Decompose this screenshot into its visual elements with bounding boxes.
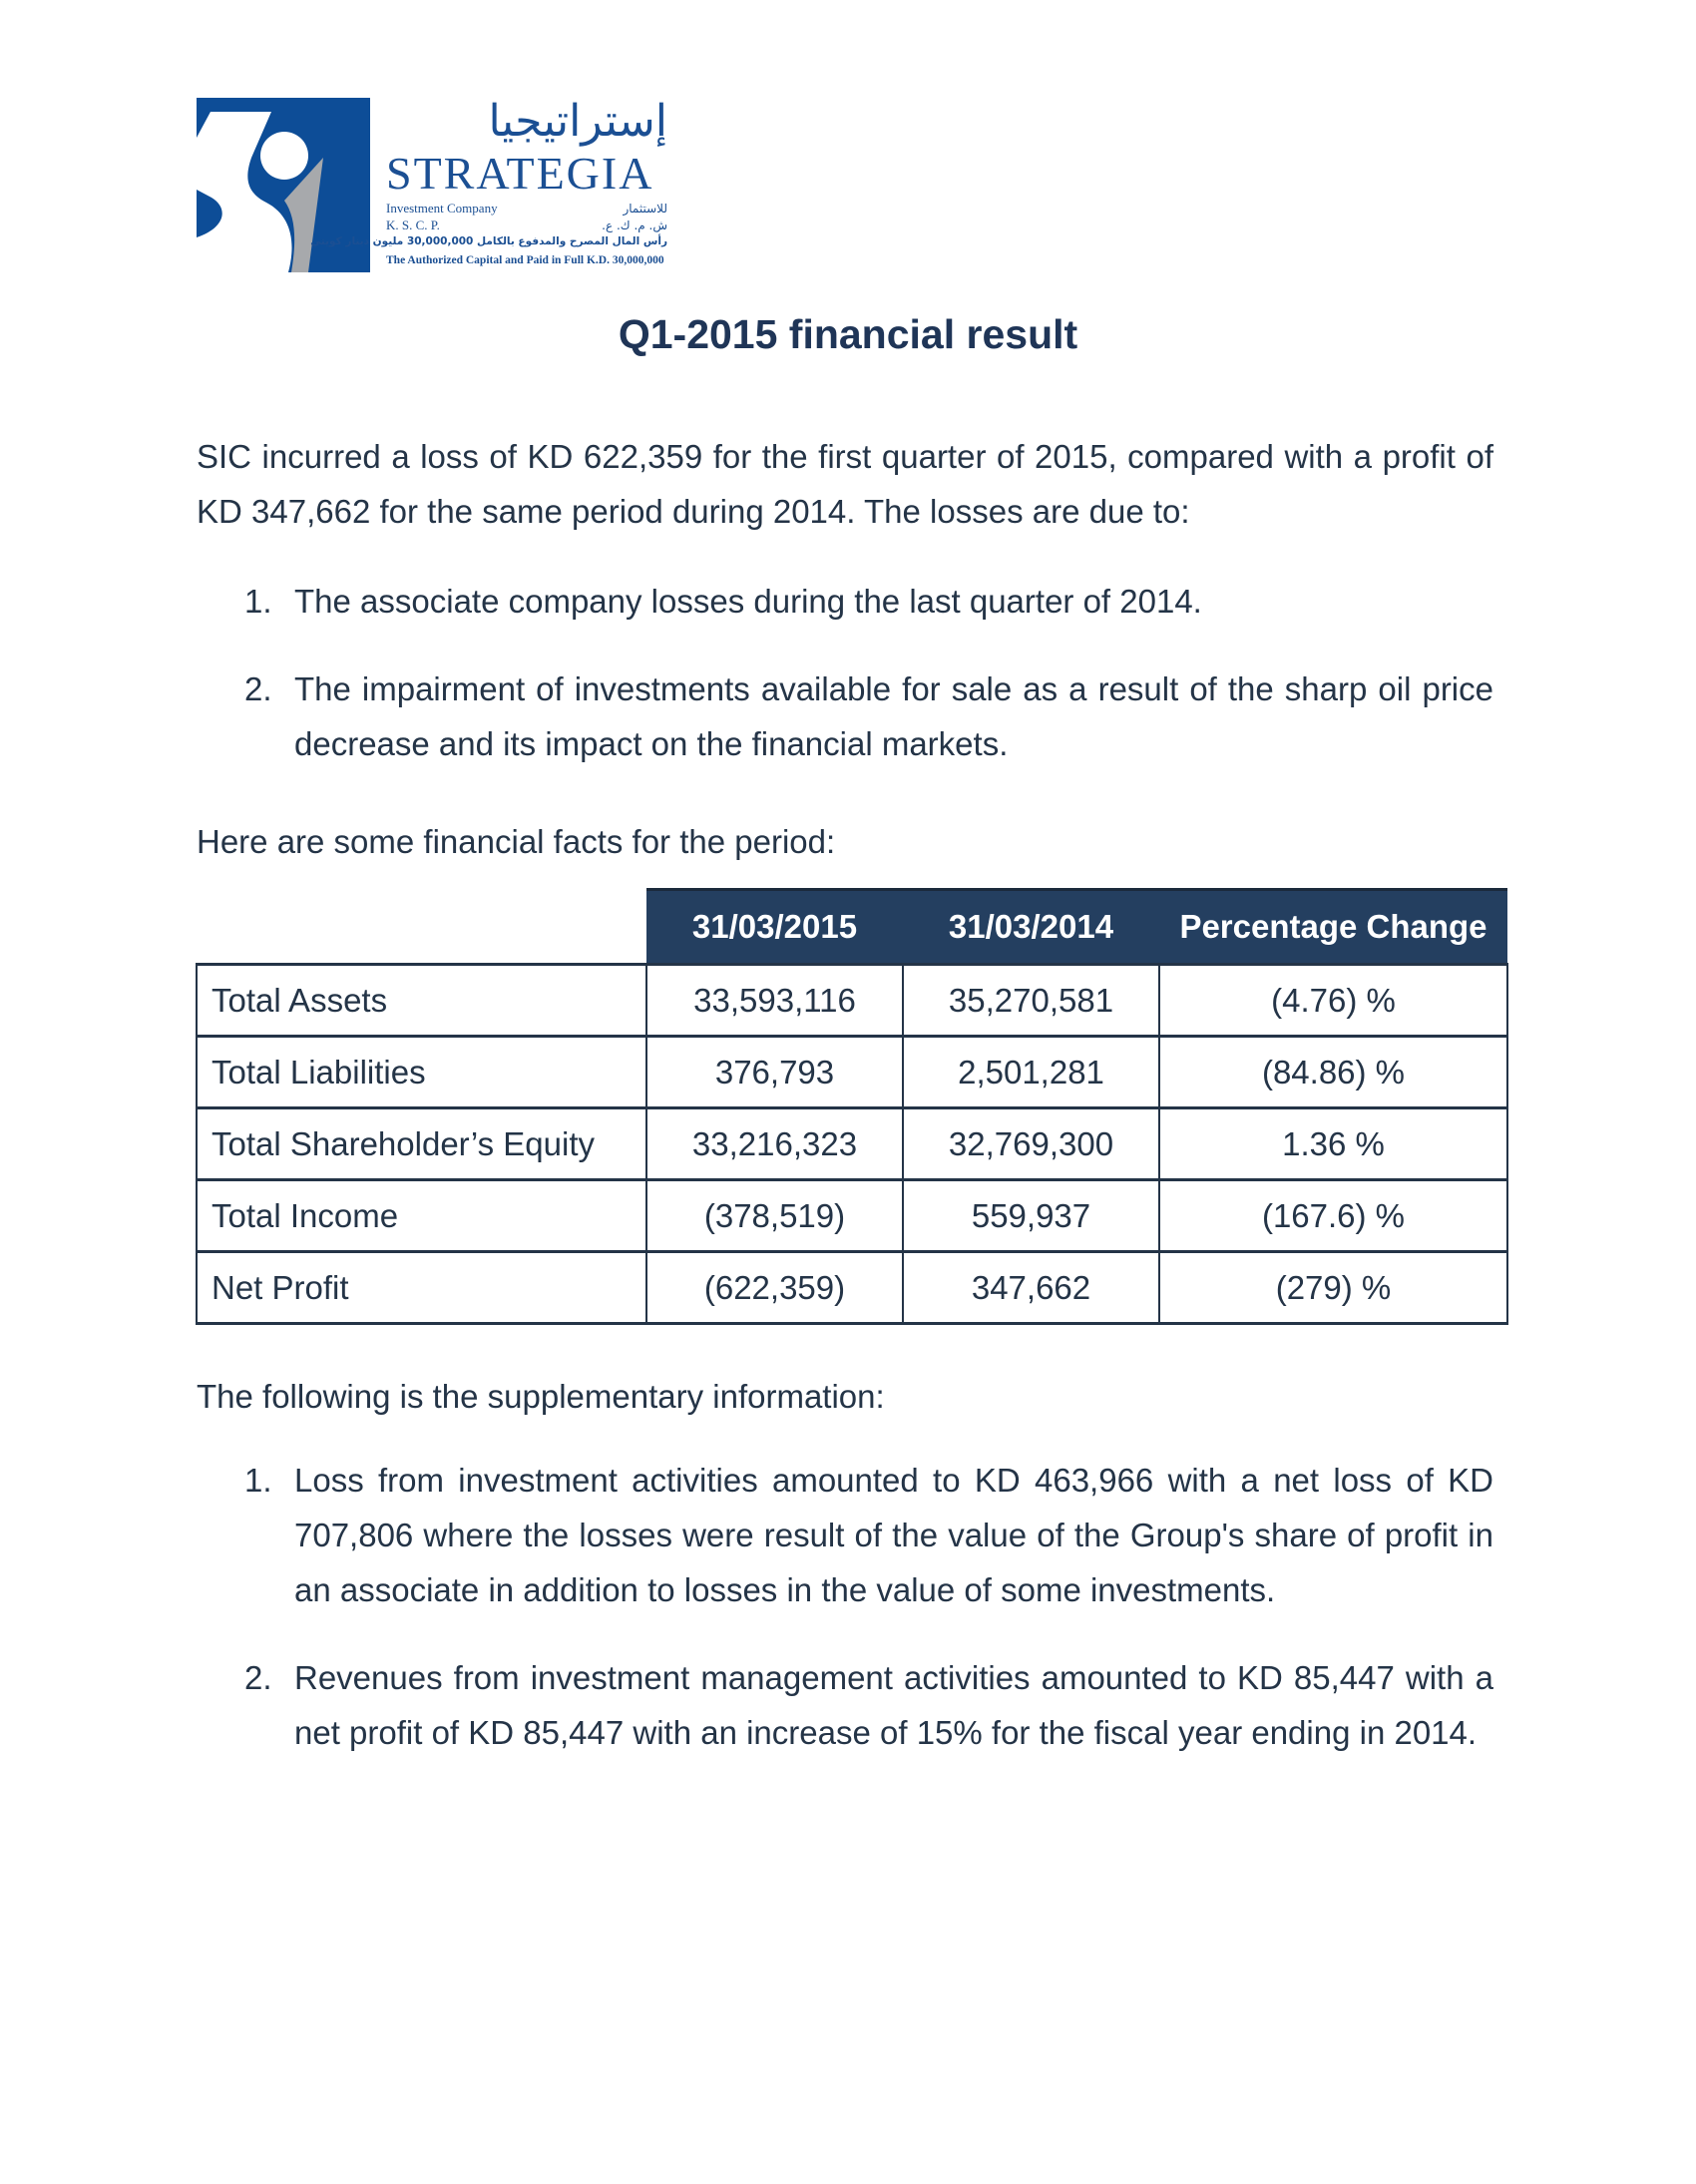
row-label: Total Assets bbox=[197, 965, 646, 1037]
cell-change: (4.76) % bbox=[1159, 965, 1507, 1037]
company-logo bbox=[197, 98, 667, 274]
table-row bbox=[197, 1108, 1507, 1180]
cell-change: (84.86) % bbox=[1159, 1037, 1507, 1108]
list-text: The impairment of investments available for sale as a result of the sharp oil price decrease and its impact on the financial markets. bbox=[294, 670, 1493, 762]
list-number: 2. bbox=[244, 670, 272, 707]
logo-capital-ar: رأس المال المصرح والمدفوع بالكامل 30,000,000 مليون دينار كويتي bbox=[310, 235, 667, 247]
list-item bbox=[197, 574, 1493, 629]
cell-2014: 347,662 bbox=[903, 1252, 1159, 1324]
table-row bbox=[197, 1037, 1507, 1108]
logo-brand-arabic: إستراتيجيا bbox=[488, 96, 667, 147]
row-label: Total Income bbox=[197, 1180, 646, 1252]
list-number: 1. bbox=[244, 1462, 272, 1499]
facts-intro: Here are some financial facts for the period: bbox=[197, 823, 836, 860]
cell-2015: 33,593,116 bbox=[646, 965, 903, 1037]
row-label: Net Profit bbox=[197, 1252, 646, 1324]
list-item bbox=[197, 1453, 1493, 1617]
cell-2014: 559,937 bbox=[903, 1180, 1159, 1252]
logo-capital-en: The Authorized Capital and Paid in Full K.D. 30,000,000 bbox=[386, 254, 664, 266]
table-row bbox=[197, 1252, 1507, 1324]
list-number: 2. bbox=[244, 1659, 272, 1696]
logo-legal-en: K. S. C. P. bbox=[386, 218, 440, 232]
list-item bbox=[197, 661, 1493, 771]
cell-2015: (378,519) bbox=[646, 1180, 903, 1252]
cell-2014: 32,769,300 bbox=[903, 1108, 1159, 1180]
list-text: Loss from investment activities amounted to KD 463,966 with a net loss of KD 707,806 where the losses were result of the value of the Group's share of profit in an associate in addition to losses in the value of some investments. bbox=[294, 1462, 1493, 1608]
table-row bbox=[197, 1180, 1507, 1252]
cell-2014: 2,501,281 bbox=[903, 1037, 1159, 1108]
header-2015: 31/03/2015 bbox=[646, 890, 903, 965]
list-text: Revenues from investment management activities amounted to KD 85,447 with a net profit of KD 85,447 with an increase of 15% for the fiscal year ending in 2014. bbox=[294, 1659, 1493, 1751]
logo-company-ar: للاستثمار bbox=[623, 202, 667, 216]
list-item bbox=[197, 1650, 1493, 1760]
logo-legal-ar: ش. م. ك. ع. bbox=[602, 218, 667, 232]
cell-2015: (622,359) bbox=[646, 1252, 903, 1324]
cell-2015: 33,216,323 bbox=[646, 1108, 903, 1180]
cell-change: (279) % bbox=[1159, 1252, 1507, 1324]
header-blank bbox=[197, 890, 646, 965]
list-text: The associate company losses during the last quarter of 2014. bbox=[294, 583, 1202, 620]
reasons-list bbox=[197, 574, 1493, 771]
header-2014: 31/03/2014 bbox=[903, 890, 1159, 965]
header-percentage-change: Percentage Change bbox=[1159, 890, 1507, 965]
table-header-row bbox=[197, 890, 1507, 965]
cell-2015: 376,793 bbox=[646, 1037, 903, 1108]
intro-paragraph: SIC incurred a loss of KD 622,359 for the first quarter of 2015, compared with a profit of KD 347,662 for the same period during 2014. The losses are due to: bbox=[197, 438, 1493, 530]
supplementary-list bbox=[197, 1453, 1493, 1760]
cell-change: (167.6) % bbox=[1159, 1180, 1507, 1252]
cell-2014: 35,270,581 bbox=[903, 965, 1159, 1037]
logo-company-en: Investment Company bbox=[386, 201, 498, 216]
logo-text bbox=[310, 96, 667, 274]
row-label: Total Liabilities bbox=[197, 1037, 646, 1108]
supplementary-intro: The following is the supplementary information: bbox=[197, 1378, 885, 1415]
table-row bbox=[197, 965, 1507, 1037]
cell-change: 1.36 % bbox=[1159, 1108, 1507, 1180]
logo-brand-latin: STRATEGIA bbox=[386, 148, 654, 199]
financial-facts-table bbox=[196, 888, 1508, 1325]
list-number: 1. bbox=[244, 583, 272, 620]
row-label: Total Shareholder’s Equity bbox=[197, 1108, 646, 1180]
page-title: Q1-2015 financial result bbox=[618, 311, 1078, 357]
